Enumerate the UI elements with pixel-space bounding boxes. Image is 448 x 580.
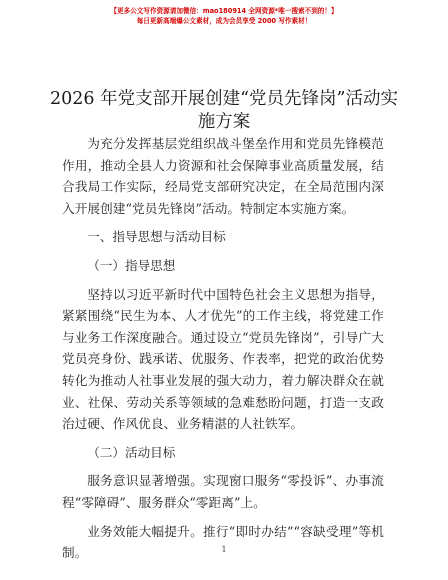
- promo-banner-line-1: 【更多公文写作资源请加微信：mao180914 全网资源*唯一搜索不到的！】: [110, 7, 338, 15]
- document-body: [62, 133, 384, 571]
- subsection-heading-activity-goals: （二）活动目标: [87, 444, 176, 460]
- intro-paragraph: 为充分发挥基层党组织战斗堡垒作用和党员先锋模范作用，推动全县人力资源和社会保障事业高质量发展，结合我局工作实际，经局党支部研究决定，在全局范围内深入开展创建“党员先锋岗”活动。特制定本实施方案。: [62, 136, 384, 216]
- document-title-line-1: 2026 年党支部开展创建“党员先锋岗”活动实: [50, 89, 398, 109]
- document-title: [40, 88, 408, 134]
- guiding-ideology-paragraph: 坚持以习近平新时代中国特色社会主义思想为指导，紧紧围绕“民生为本、人才优先”的工作主线，将党建工作与业务工作深度融合。通过设立“党员先锋岗”，引导广大党员亮身份、践承诺、优服务、作表率，把党的政治优势转化为推动人社事业发展的强大动力，着力解决群众在就业、社保、劳动关系等领域的急难愁盼问题，打造一支政治过硬、作风优良、业务精湛的人社铁军。: [62, 286, 384, 432]
- promo-banner: [0, 6, 448, 26]
- document-title-line-2: 施方案: [197, 112, 251, 132]
- promo-banner-line-2: 每日更新高端爆公文素材，成为会员享受 2000 写作素材！: [136, 17, 312, 25]
- section-heading-guiding-principles: 一、指导思想与活动目标: [87, 229, 226, 245]
- page-number: 1: [221, 545, 227, 554]
- activity-goals-paragraph-2: 业务效能大幅提升。推行“即时办结”“容缺受理”等机制。: [62, 523, 384, 561]
- subsection-heading-guiding-ideology: （一）指导思想: [87, 257, 176, 273]
- activity-goals-paragraph-1: 服务意识显著增强。实现窗口服务“零投诉”、办事流程“零障碍”、服务群众“零距离”上。: [62, 473, 384, 510]
